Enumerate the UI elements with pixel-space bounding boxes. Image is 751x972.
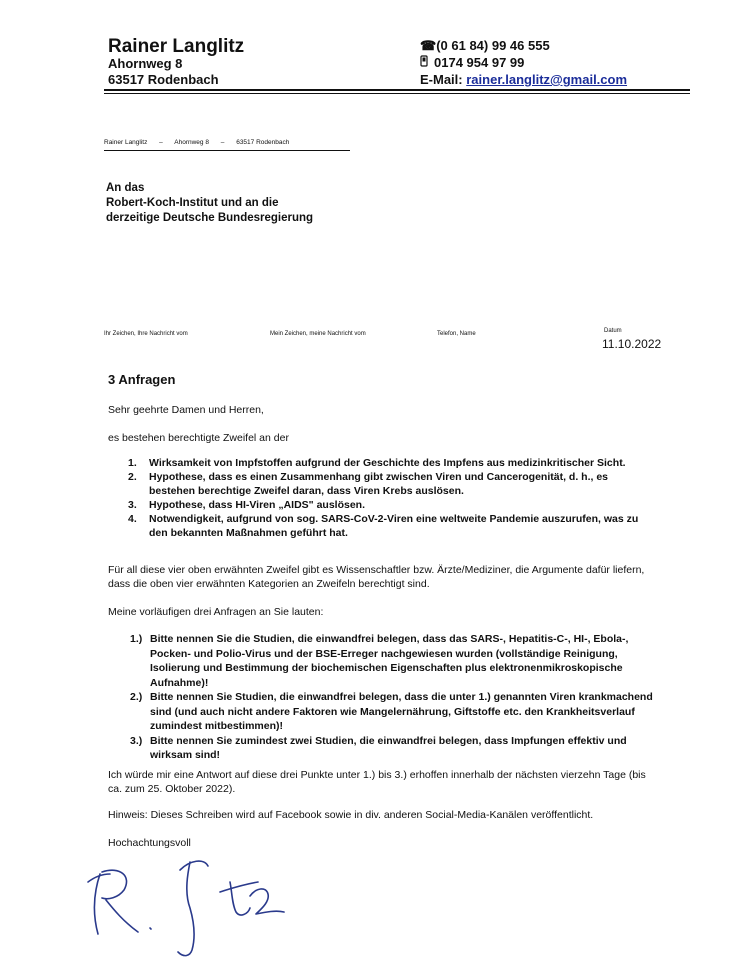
closing: Hochachtungsvoll [108,837,191,849]
salutation: Sehr geehrte Damen und Herren, [108,404,264,416]
letter-date: 11.10.2022 [602,337,662,351]
list-item: 3. Hypothese, dass HI-Viren „AIDS" auslösen. [128,499,366,511]
list-item: 4. Notwendigkeit, aufgrund von sog. SARS-CoV-2-Viren eine weltweite Pandemie auszurufen, was zu den bekannten Maßnahmen geführt hat. [128,513,639,539]
answer-request-paragraph: Ich würde mir eine Antwort auf diese drei Punkte unter 1.) bis 3.) erhoffen innerhalb der nächsten vierzehn Tage (bis ca. zum 25. Oktober 2022). [108,769,646,795]
sender-dash: – [220,139,225,146]
letterhead-city: 63517 Rodenbach [108,72,219,87]
sender-street: Ahornweg 8 [174,139,209,146]
letterhead-rule [104,89,690,91]
mobile-phone-icon [420,55,430,70]
doubts-paragraph: Für all diese vier oben erwähnten Zweifel gibt es Wissenschaftler bzw. Ärzte/Mediziner, die Argumente dafür liefern, dass die oben vier erwähnten Kategorien an Zweifeln berechtigt sind. [108,564,645,590]
subject-line: 3 Anfragen [108,372,176,387]
letterhead-street: Ahornweg 8 [108,56,183,71]
list-item: 2.) Bitte nennen Sie Studien, die einwandfrei belegen, dass die unter 1.) genannten Viren krankmachend sind (und auch nicht andere Faktoren wie Mangelernährung, Giftstoffe etc. den Krankheitsverlauf zumindest mitbestimmen)! [130,691,653,732]
recipient-line: derzeitige Deutsche Bundesregierung [106,212,314,224]
letterhead-name: Rainer Langlitz [108,36,245,57]
list-item: 2. Hypothese, dass es einen Zusammenhang gibt zwischen Viren und Cancerogenität, d. h., es bestehen berechtige Zweifel daran, dass Viren Krebs auslösen. [128,471,608,497]
email-link[interactable]: rainer.langlitz@gmail.com [466,72,628,87]
intro-paragraph: es bestehen berechtigte Zweifel an der [108,432,289,444]
ref-your-reference: Ihr Zeichen, Ihre Nachricht vom [104,331,188,337]
sender-rule [104,150,350,151]
email-label: E-Mail: [420,72,463,87]
requests-list [108,632,656,763]
handwritten-signature [80,852,300,967]
sender-line [104,139,299,146]
list-item: 1.) Bitte nennen Sie die Studien, die einwandfrei belegen, dass das SARS-, Hepatitis-C-, HI-, Ebola-, Pocken- und Polio-Virus und der BSE-Erreger nachgewiesen wurden (vollständige Reinigung, Isolierung und Bestimmung der biochemischen Eigenschaften plus elektronenmikroskopische Aufnahme)! [130,633,629,689]
recipient-line: An das [106,182,145,194]
telephone-icon: ☎ [420,38,437,53]
recipient-line: Robert-Koch-Institut und an die [106,197,279,209]
mobile-number: 0174 954 97 99 [434,55,525,70]
letterhead-rule-thin [104,93,690,94]
letterhead-mobile [420,55,524,70]
list-item: 1. Wirksamkeit von Impfstoffen aufgrund der Geschichte des Impfens aus medizinkritischer Sicht. [128,457,626,469]
recipient-block [106,181,313,226]
requests-intro: Meine vorläufigen drei Anfragen an Sie lauten: [108,606,324,618]
ref-date-label: Datum [604,328,622,334]
sender-name: Rainer Langlitz [104,139,148,146]
list-item: 3.) Bitte nennen Sie zumindest zwei Studien, die einwandfrei belegen, dass Impfungen effektiv und wirksam sind! [130,734,627,761]
letterhead-email [420,72,627,87]
sender-city: 63517 Rodenbach [236,139,290,146]
phone-number: (0 61 84) 99 46 555 [436,38,550,53]
ref-my-reference: Mein Zeichen, meine Nachricht vom [270,331,366,337]
ref-phone-name: Telefon, Name [437,331,476,337]
sender-dash: – [159,139,163,146]
doubts-list [108,456,648,540]
notice-paragraph: Hinweis: Dieses Schreiben wird auf Facebook sowie in div. anderen Social-Media-Kanälen veröffentlicht. [108,809,594,821]
letterhead-phone [420,38,550,54]
